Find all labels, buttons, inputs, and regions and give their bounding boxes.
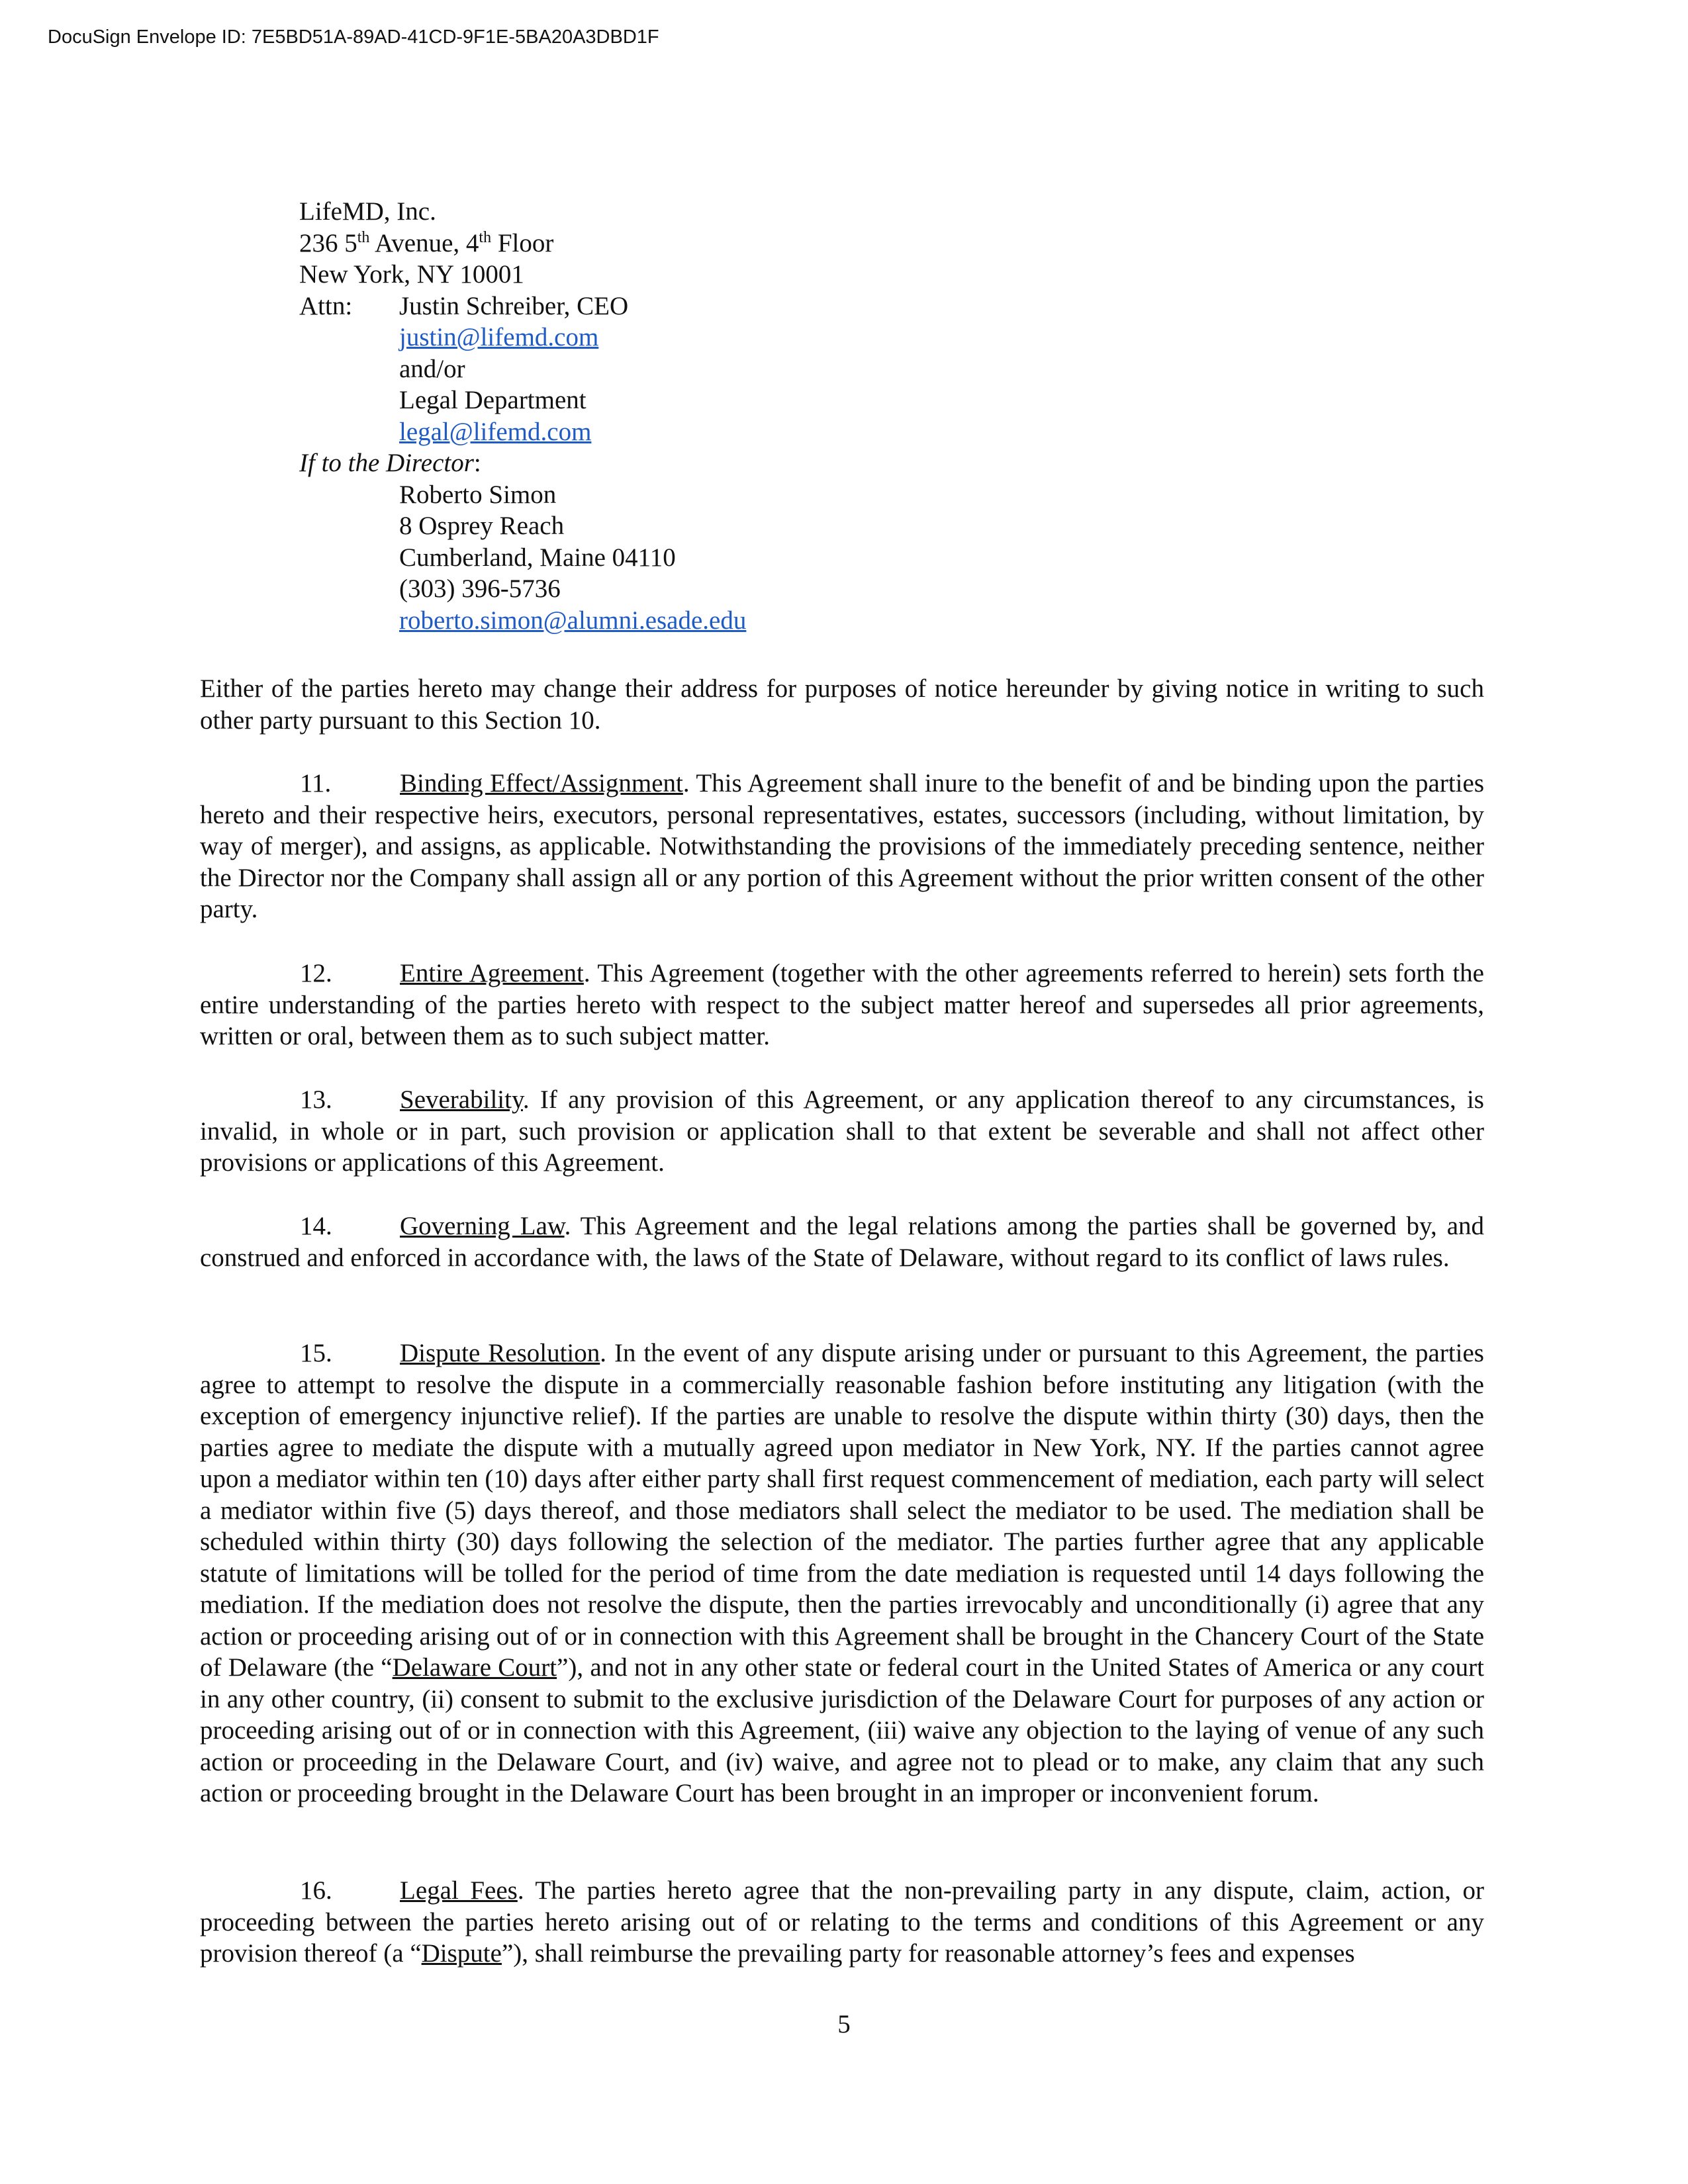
company-city: New York, NY 10001 (299, 260, 524, 289)
notice-address-block (299, 196, 746, 636)
company-street: 236 5th Avenue, 4th Floor (299, 228, 554, 257)
section-11-title: Binding Effect/Assignment (400, 769, 683, 797)
attn-line: Attn: Justin Schreiber, CEO (299, 291, 629, 320)
defined-term-delaware-court: Delaware Court (392, 1653, 557, 1682)
email-link-justin[interactable]: justin@lifemd.com (399, 323, 599, 351)
andor-text: and/or (399, 354, 465, 383)
section-15-title: Dispute Resolution (400, 1339, 600, 1367)
defined-term-dispute: Dispute (421, 1939, 502, 1968)
section-15-dispute-resolution: 15. Dispute Resolution. In the event of any dispute arising under or pursuant to this Agreement, the parties agree to attempt to resolve the dispute in a commercially reasonable fashion before instituting any litigation (with the exception of emergency injunctive relief). If the parties are unable to resolve the dispute within thirty (30) days, then the parties agree to mediate the dispute with a mutually agreed upon mediator in New York, NY. If the parties cannot agree upon a mediator within ten (10) days after either party shall first request commencement of mediation, each party will select a mediator within five (5) days thereof, and those mediators shall select the mediator to be used. The mediation shall be scheduled within thirty (30) days following the selection of the mediator. The parties further agree that any applicable statute of limitations will be tolled for the period of time from the date mediation is requested until 14 days following the mediation. If the mediation does not resolve the dispute, then the parties irrevocably and unconditionally (i) agree that any action or proceeding arising out of or in connection with this Agreement shall be brought in the Chancery Court of the State of Delaware (the “Delaware Court”), and not in any other state or federal court in the United States of America or any court in any other country, (ii) consent to submit to the exclusive jurisdiction of the Delaware Court for purposes of any action or proceeding arising out of or in connection with this Agreement, (iii) waive any objection to the laying of venue of any such action or proceeding in the Delaware Court, and (iv) waive, and agree not to plead or to make, any claim that any such action or proceeding brought in the Delaware Court has been brought in an improper or inconvenient forum. (200, 1339, 1484, 1807)
section-12-entire-agreement: 12. Entire Agreement. This Agreement (together with the other agreements referred to herein) sets forth the entire understanding of the parties hereto with respect to the subject matter hereof and supersedes all prior agreements, written or oral, between them as to such subject matter. (200, 959, 1484, 1050)
director-street: 8 Osprey Reach (399, 512, 565, 540)
section-16-legal-fees: 16. Legal Fees. The parties hereto agree that the non-prevailing party in any dispute, claim, action, or proceeding between the parties hereto arising out of or relating to the terms and conditions of this Agreement or any provision thereof (a “Dispute”), shall reimburse the prevailing party for reasonable attorney’s fees and expenses (200, 1876, 1484, 1968)
company-name: LifeMD, Inc. (299, 197, 436, 226)
email-link-legal[interactable]: legal@lifemd.com (399, 417, 592, 446)
director-name: Roberto Simon (399, 480, 557, 509)
section-13-title: Severability (400, 1085, 523, 1114)
section-13-severability: 13. Severability. If any provision of this Agreement, or any application thereof to any circumstances, is invalid, in whole or in part, such provision or application shall to that extent be severable and shall not affect other provisions or applications of this Agreement. (200, 1085, 1484, 1177)
docusign-envelope-id: DocuSign Envelope ID: 7E5BD51A-89AD-41CD-9F1E-5BA20A3DBD1F (48, 26, 659, 48)
director-heading: If to the Director: (299, 449, 481, 477)
director-city: Cumberland, Maine 04110 (399, 543, 676, 572)
section-16-title: Legal Fees (400, 1876, 518, 1905)
section-14-title: Governing Law (400, 1212, 565, 1240)
email-link-director[interactable]: roberto.simon@alumni.esade.edu (399, 606, 747, 635)
section-11-binding-effect: 11. Binding Effect/Assignment. This Agreement shall inure to the benefit of and be binding upon the parties hereto and their respective heirs, executors, personal representatives, estates, successors (including, without limitation, by way of merger), and assigns, as applicable. Notwithstanding the provisions of the immediately preceding sentence, neither the Director nor the Company shall assign all or any portion of this Agreement without the prior written consent of the other party. (200, 769, 1484, 923)
page-number: 5 (837, 2010, 851, 2038)
legal-department: Legal Department (399, 386, 586, 414)
section-12-title: Entire Agreement (400, 959, 584, 987)
notice-change-paragraph: Either of the parties hereto may change their address for purposes of notice hereunder by giving notice in writing to such other party pursuant to this Section 10. (200, 674, 1484, 735)
director-phone: (303) 396-5736 (399, 574, 561, 603)
section-14-governing-law: 14. Governing Law. This Agreement and the legal relations among the parties shall be governed by, and construed and enforced in accordance with, the laws of the State of Delaware, without regard to its conflict of laws rules. (200, 1212, 1485, 1272)
